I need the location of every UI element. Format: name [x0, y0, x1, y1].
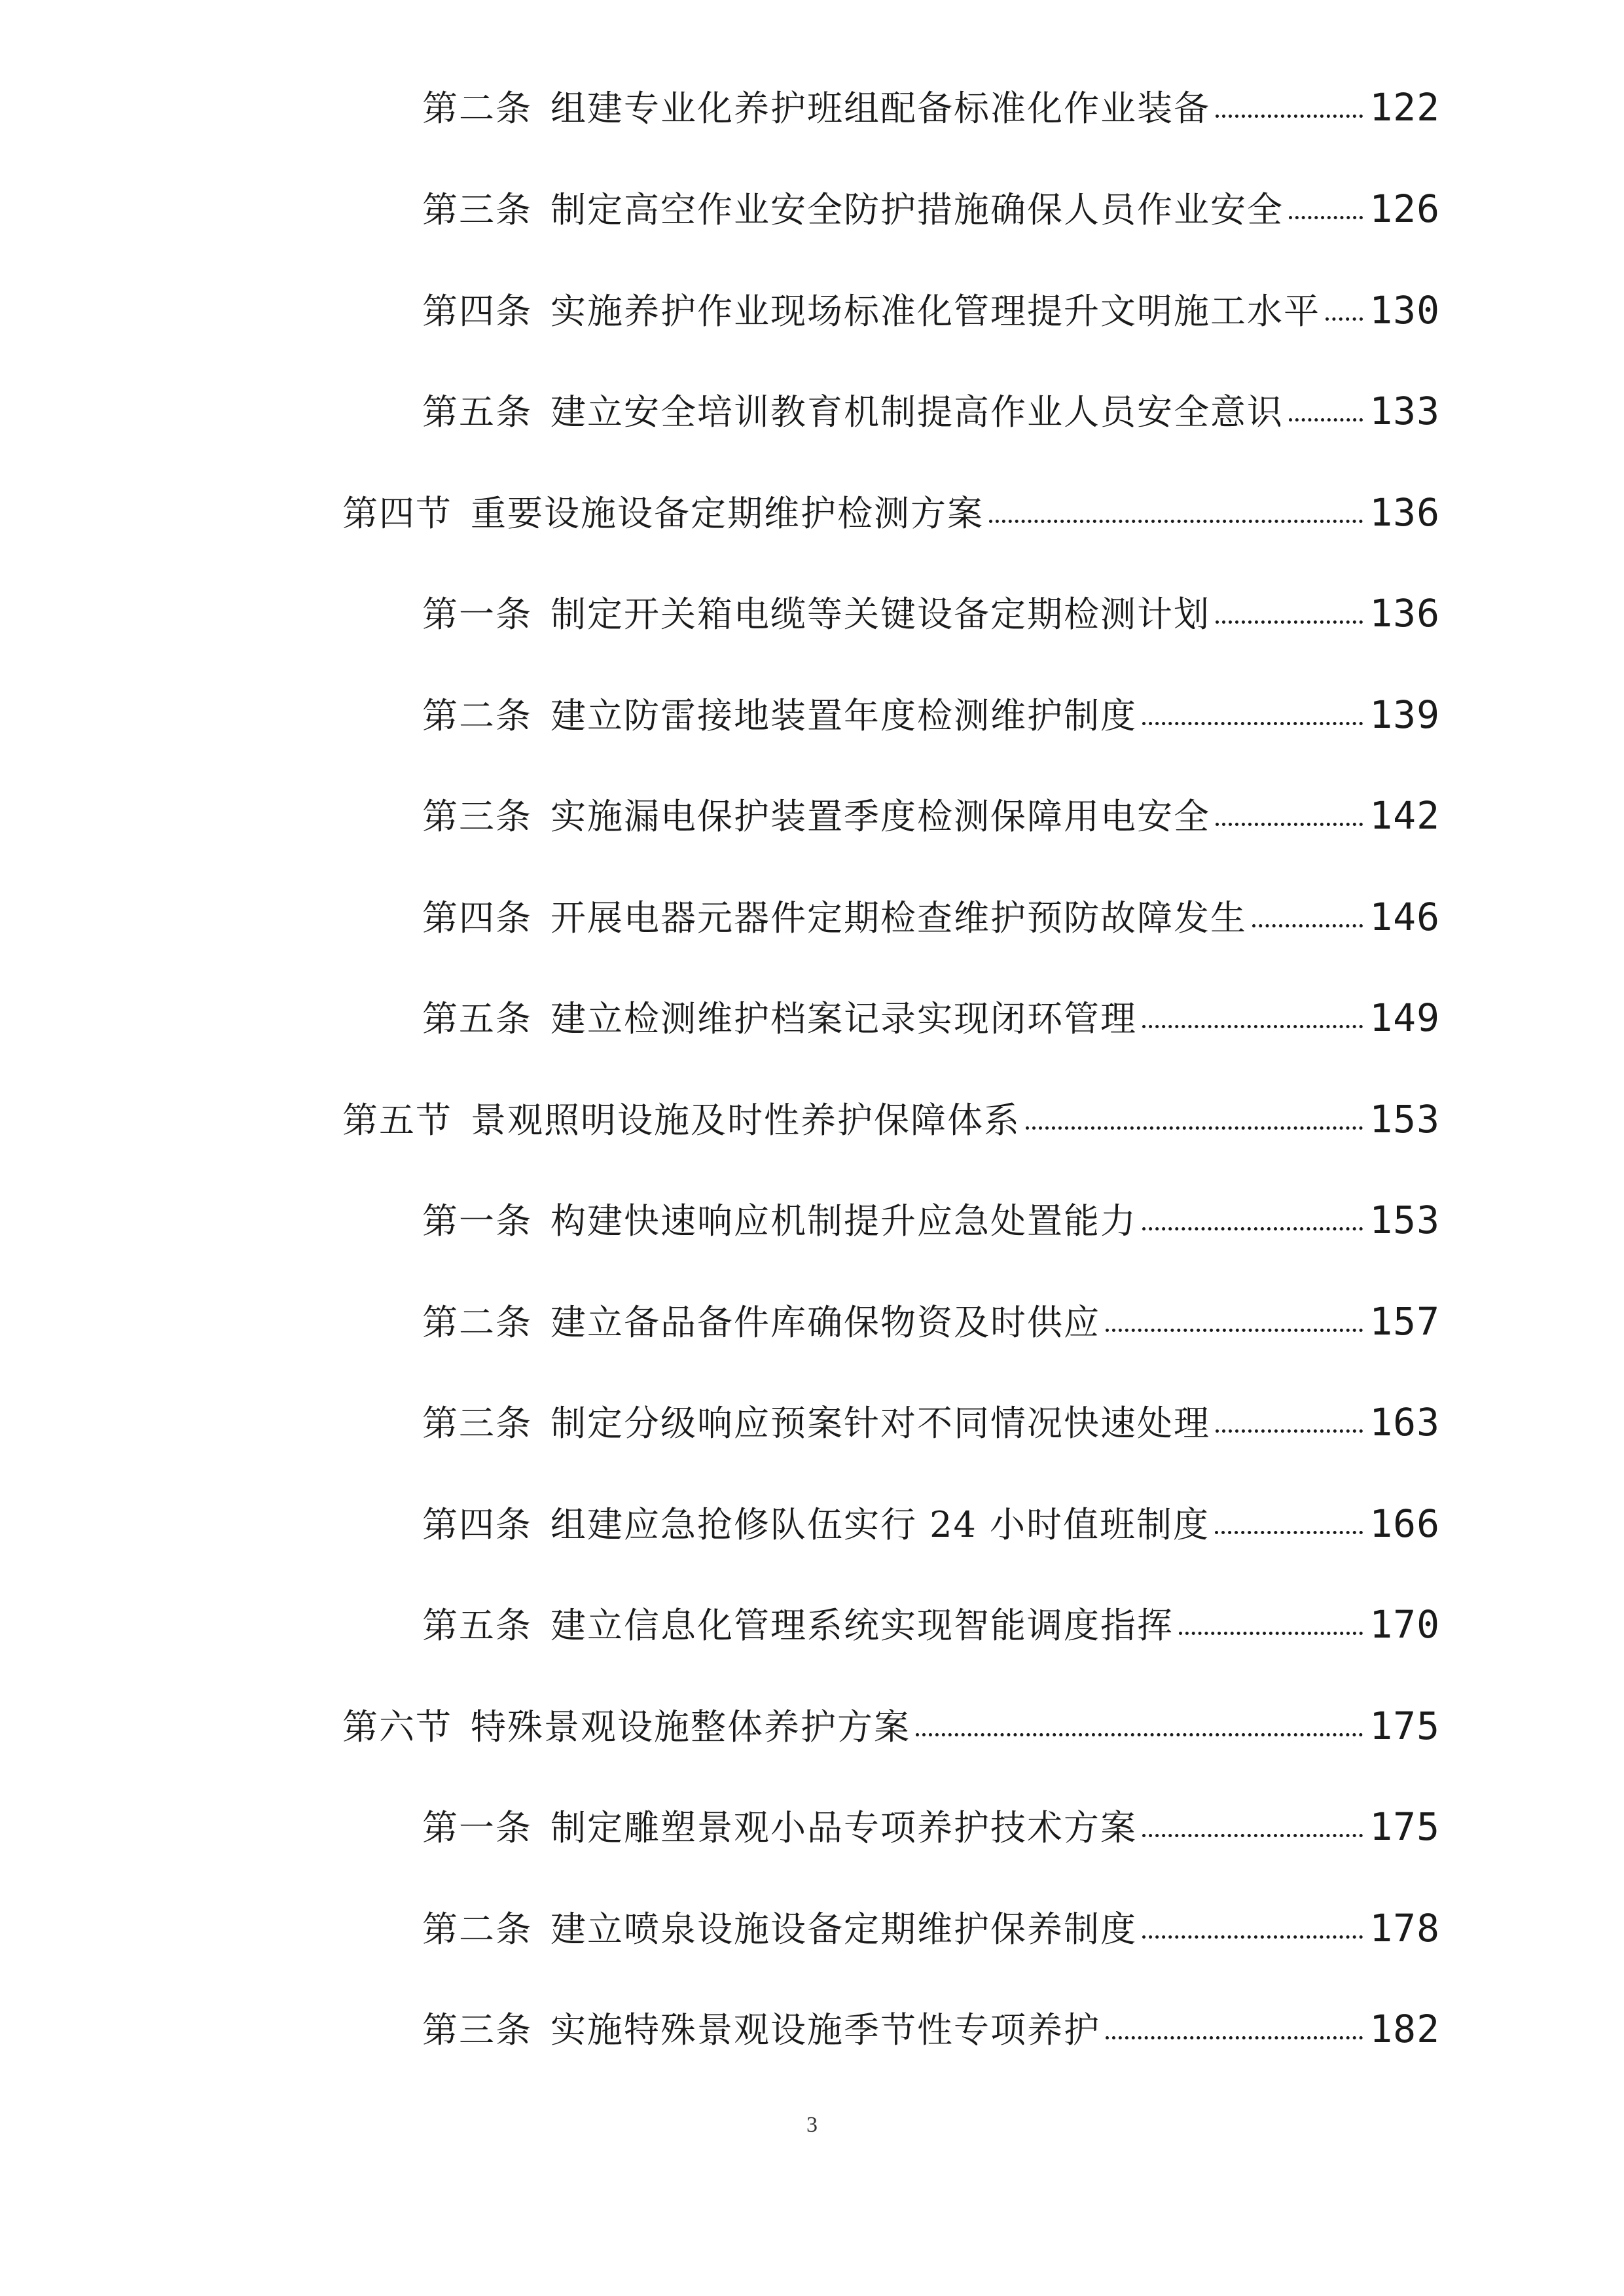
dot-leader [1106, 2036, 1363, 2039]
toc-entry[interactable] [422, 1193, 1440, 1265]
entry-title: 制定高空作业安全防护措施确保人员作业安全 [550, 189, 1284, 230]
dot-leader [1252, 924, 1363, 927]
entry-number: 第三条 [422, 796, 532, 837]
entry-page-number: 163 [1369, 1400, 1440, 1444]
dot-leader [1216, 823, 1363, 826]
entry-title: 开展电器元器件定期检查维护预防故障发生 [550, 897, 1247, 939]
entry-number: 第三条 [422, 189, 532, 230]
page-number: 3 [806, 2113, 818, 2137]
entry-title: 建立检测维护档案记录实现闭环管理 [550, 998, 1137, 1039]
toc-entry[interactable] [422, 991, 1440, 1063]
dot-leader [1142, 1227, 1363, 1230]
toc-entry[interactable] [422, 384, 1440, 456]
dot-leader [1215, 1531, 1363, 1534]
toc-entry[interactable] [422, 283, 1440, 355]
entry-number: 第四节 [342, 493, 452, 534]
toc-entry[interactable] [422, 1395, 1440, 1467]
entry-title: 建立备品备件库确保物资及时供应 [550, 1302, 1100, 1343]
entry-title: 组建专业化养护班组配备标准化作业装备 [550, 88, 1210, 129]
dot-leader [1216, 115, 1363, 118]
entry-page-number: 142 [1369, 793, 1440, 838]
dot-leader [1326, 317, 1363, 321]
toc-entry[interactable] [342, 1092, 1440, 1164]
entry-title: 建立安全培训教育机制提高作业人员安全意识 [550, 391, 1284, 433]
entry-number: 第一条 [422, 594, 532, 635]
dot-leader [1216, 1429, 1363, 1433]
entry-number: 第三条 [422, 1403, 532, 1444]
entry-number: 第五条 [422, 1605, 532, 1646]
toc-entry[interactable] [422, 586, 1440, 658]
entry-title: 组建应急抢修队伍实行 24 小时值班制度 [550, 1504, 1210, 1545]
entry-title: 制定分级响应预案针对不同情况快速处理 [550, 1403, 1210, 1444]
entry-page-number: 122 [1369, 85, 1440, 130]
toc-entry[interactable] [422, 1598, 1440, 1670]
dot-leader [1289, 216, 1363, 219]
entry-number: 第六节 [342, 1706, 452, 1748]
entry-page-number: 153 [1369, 1198, 1440, 1242]
toc-entry[interactable] [422, 2002, 1440, 2074]
dot-leader [989, 520, 1363, 523]
entry-page-number: 146 [1369, 895, 1440, 939]
entry-number: 第二条 [422, 1909, 532, 1950]
entry-page-number: 139 [1369, 692, 1440, 737]
entry-number: 第四条 [422, 1504, 532, 1545]
toc-entry[interactable] [422, 182, 1440, 254]
entry-title: 制定雕塑景观小品专项养护技术方案 [550, 1807, 1137, 1848]
entry-page-number: 149 [1369, 996, 1440, 1040]
toc-entry[interactable] [422, 688, 1440, 760]
entry-number: 第五条 [422, 998, 532, 1039]
toc-entry[interactable] [422, 789, 1440, 861]
toc-entry[interactable] [422, 1800, 1440, 1872]
toc-entry[interactable] [342, 1699, 1440, 1771]
toc-entry[interactable] [422, 81, 1440, 152]
dot-leader [1142, 1834, 1363, 1837]
toc-entry[interactable] [342, 486, 1440, 558]
entry-page-number: 175 [1369, 1804, 1440, 1849]
entry-title: 特殊景观设施整体养护方案 [471, 1706, 911, 1748]
entry-page-number: 136 [1369, 490, 1440, 535]
dot-leader [1216, 620, 1363, 624]
entry-title: 景观照明设施及时性养护保障体系 [471, 1100, 1020, 1141]
entry-title: 建立喷泉设施设备定期维护保养制度 [550, 1909, 1137, 1950]
entry-title: 实施漏电保护装置季度检测保障用电安全 [550, 796, 1210, 837]
entry-page-number: 133 [1369, 389, 1440, 433]
entry-page-number: 136 [1369, 591, 1440, 636]
entry-number: 第四条 [422, 897, 532, 939]
entry-title: 实施特殊景观设施季节性专项养护 [550, 2009, 1100, 2051]
entry-page-number: 170 [1369, 1602, 1440, 1647]
entry-number: 第一条 [422, 1200, 532, 1242]
entry-page-number: 126 [1369, 187, 1440, 231]
entry-title: 实施养护作业现场标准化管理提升文明施工水平 [550, 291, 1320, 332]
entry-title: 制定开关箱电缆等关键设备定期检测计划 [550, 594, 1210, 635]
entry-page-number: 175 [1369, 1704, 1440, 1748]
entry-number: 第二条 [422, 695, 532, 736]
toc-entry[interactable] [422, 890, 1440, 962]
dot-leader [916, 1733, 1363, 1736]
entry-title: 构建快速响应机制提升应急处置能力 [550, 1200, 1137, 1242]
entry-number: 第五条 [422, 391, 532, 433]
entry-number: 第三条 [422, 2009, 532, 2051]
entry-number: 第二条 [422, 88, 532, 129]
entry-page-number: 166 [1369, 1501, 1440, 1546]
entry-page-number: 153 [1369, 1097, 1440, 1141]
entry-page-number: 157 [1369, 1299, 1440, 1344]
toc-entry[interactable] [422, 1901, 1440, 1973]
dot-leader [1179, 1632, 1363, 1635]
dot-leader [1289, 418, 1363, 422]
entry-number: 第一条 [422, 1807, 532, 1848]
entry-title: 重要设施设备定期维护检测方案 [471, 493, 984, 534]
dot-leader [1106, 1329, 1363, 1332]
toc-entry[interactable] [422, 1497, 1440, 1569]
entry-page-number: 182 [1369, 2007, 1440, 2051]
entry-page-number: 130 [1369, 288, 1440, 332]
entry-title: 建立防雷接地装置年度检测维护制度 [550, 695, 1137, 736]
entry-number: 第四条 [422, 291, 532, 332]
dot-leader [1142, 1025, 1363, 1028]
entry-page-number: 178 [1369, 1906, 1440, 1950]
dot-leader [1026, 1126, 1363, 1130]
entry-number: 第五节 [342, 1100, 452, 1141]
dot-leader [1142, 722, 1363, 725]
entry-number: 第二条 [422, 1302, 532, 1343]
entry-title: 建立信息化管理系统实现智能调度指挥 [550, 1605, 1174, 1646]
toc-entry[interactable] [422, 1295, 1440, 1367]
dot-leader [1142, 1935, 1363, 1939]
